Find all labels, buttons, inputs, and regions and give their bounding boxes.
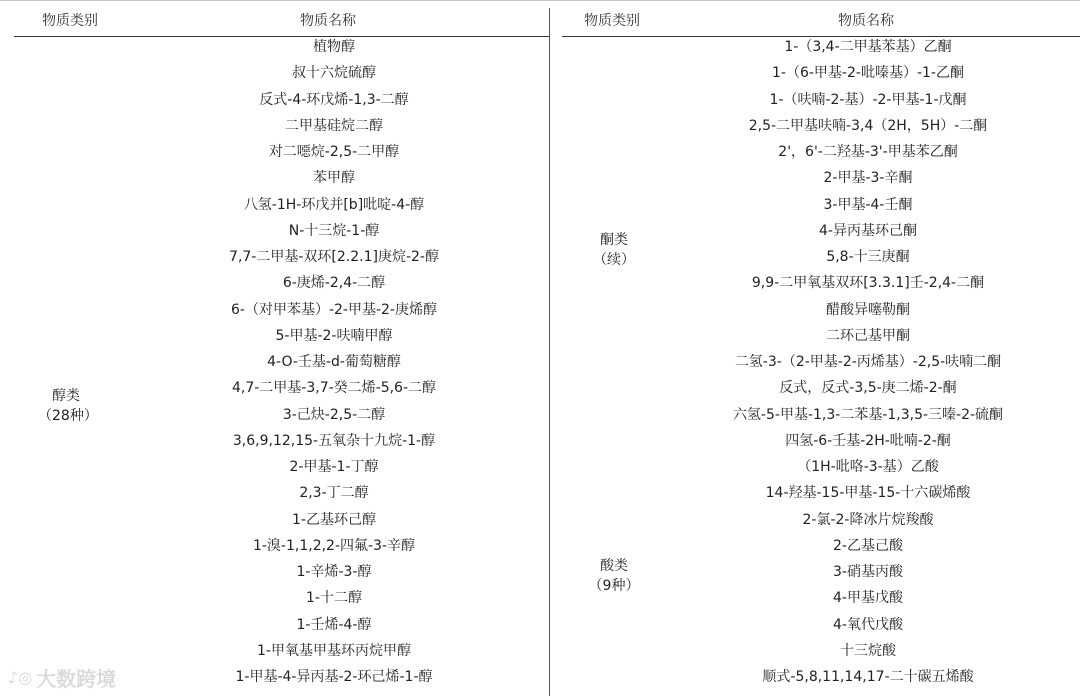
substance-name: 二氢-3-（2-甲基-2-丙烯基）-2,5-呋喃二酮 — [734, 354, 1002, 370]
header-name-left: 物质名称 — [300, 13, 356, 29]
header-category-right: 物质类别 — [584, 13, 640, 29]
substance-name: 2-乙基己酸 — [833, 537, 903, 554]
substance-name: 9,9-二甲氧基双环[3.3.1]壬-2,4-二酮 — [751, 275, 985, 292]
substance-name: 六氢-5-甲基-1,3-二苯基-1,3,5-三嗪-2-硫酮 — [732, 406, 1004, 423]
substance-name: 2-甲基-3-辛酮 — [823, 170, 913, 187]
substance-name: 6-庚烯-2,4-二醇 — [282, 275, 386, 292]
header-name-right: 物质名称 — [838, 13, 894, 29]
alcohol-name-list — [134, 34, 534, 690]
substance-name: 5-甲基-2-呋喃甲醇 — [275, 327, 393, 344]
column-divider — [549, 8, 550, 696]
substance-name: 1-壬烯-4-醇 — [296, 616, 372, 633]
substance-name: 对二噁烷-2,5-二甲醇 — [268, 144, 400, 160]
category-ketones-cont: 酮类 （续） — [593, 232, 635, 268]
substance-name: 3-己炔-2,5-二醇 — [282, 406, 386, 423]
top-border — [0, 0, 1080, 1]
watermark-logo-icon: ♪◎ — [8, 667, 33, 687]
substance-name: 2-甲基-1-丁醇 — [289, 459, 379, 475]
substance-name: 6-（对甲苯基）-2-甲基-2-庚烯醇 — [231, 301, 437, 318]
substance-name: 八氢-1H-环戊并[b]吡啶-4-醇 — [243, 196, 425, 213]
substance-name: 2,3-丁二醇 — [299, 485, 369, 502]
substance-name: 醋酸异噻勒酮 — [826, 301, 910, 318]
category-acids: 酸类 （9种） — [588, 558, 640, 594]
substance-name: 5,8-十三庚酮 — [826, 249, 910, 265]
substance-name: 2-氯-2-降冰片烷羧酸 — [802, 511, 934, 528]
substance-name: 1-溴-1,1,2,2-四氟-3-辛醇 — [252, 537, 416, 554]
substance-name: 3-甲基-4-壬酮 — [823, 196, 913, 213]
watermark — [8, 664, 116, 690]
substance-name: 4-O-壬基-d-葡萄糖醇 — [267, 354, 401, 370]
substance-name: 4,7-二甲基-3,7-癸二烯-5,6-二醇 — [231, 380, 437, 397]
substance-name: N-十三烷-1-醇 — [288, 222, 380, 239]
substance-name: 1-（3,4-二甲基苯基）乙酮 — [784, 39, 952, 55]
substance-name: 3,6,9,12,15-五氧杂十九烷-1-醇 — [232, 432, 436, 449]
substance-name: 二环己基甲酮 — [826, 327, 910, 344]
substance-name: 1-（6-甲基-2-吡嗪基）-1-乙酮 — [772, 65, 964, 82]
substance-name: 3-硝基丙酸 — [833, 564, 903, 580]
substance-name: 苯甲醇 — [313, 170, 355, 187]
category-alcohols: 醇类 （28种） — [38, 388, 98, 424]
substance-name: 叔十六烷硫醇 — [292, 65, 376, 82]
substance-name: 1-（呋喃-2-基）-2-甲基-1-戊酮 — [769, 91, 967, 108]
substance-name: 2,5-二甲基呋喃-3,4（2H，5H）-二酮 — [748, 117, 988, 134]
substance-name: （1H-吡咯-3-基）乙酸 — [797, 459, 939, 475]
substance-name: 四氢-6-壬基-2H-吡喃-2-酮 — [785, 432, 951, 449]
substance-name: 4-甲基戊酸 — [833, 590, 903, 607]
substance-name: 十三烷酸 — [840, 642, 896, 659]
substance-name: 1-乙基环己醇 — [292, 511, 376, 528]
substance-name: 二甲基硅烷二醇 — [285, 117, 383, 134]
substance-name: 4-异丙基环己酮 — [819, 222, 917, 239]
substance-name: 植物醇 — [313, 39, 355, 55]
substance-name: 7,7-二甲基-双环[2.2.1]庚烷-2-醇 — [229, 249, 439, 265]
substance-name: 1-甲氧基甲基环丙烷甲醇 — [257, 642, 411, 659]
substance-name: 反式-4-环戊烯-1,3-二醇 — [259, 91, 409, 108]
ketone-acid-name-list — [668, 34, 1068, 690]
substance-name: 1-辛烯-3-醇 — [296, 564, 372, 580]
substance-name: 反式，反式-3,5-庚二烯-2-酮 — [779, 380, 957, 397]
substance-name: 14-羟基-15-甲基-15-十六碳烯酸 — [765, 485, 971, 502]
substance-name: 顺式-5,8,11,14,17-二十碳五烯酸 — [762, 669, 974, 685]
substance-name: 1-十二醇 — [306, 590, 362, 607]
substance-name: 1-甲基-4-异丙基-2-环己烯-1-醇 — [235, 669, 433, 685]
watermark-text: 大数跨境 — [36, 666, 117, 691]
substance-name: 4-氧代戊酸 — [833, 616, 903, 633]
substance-name: 2'，6'-二羟基-3'-甲基苯乙酮 — [778, 144, 958, 160]
header-category-left: 物质类别 — [42, 13, 98, 29]
